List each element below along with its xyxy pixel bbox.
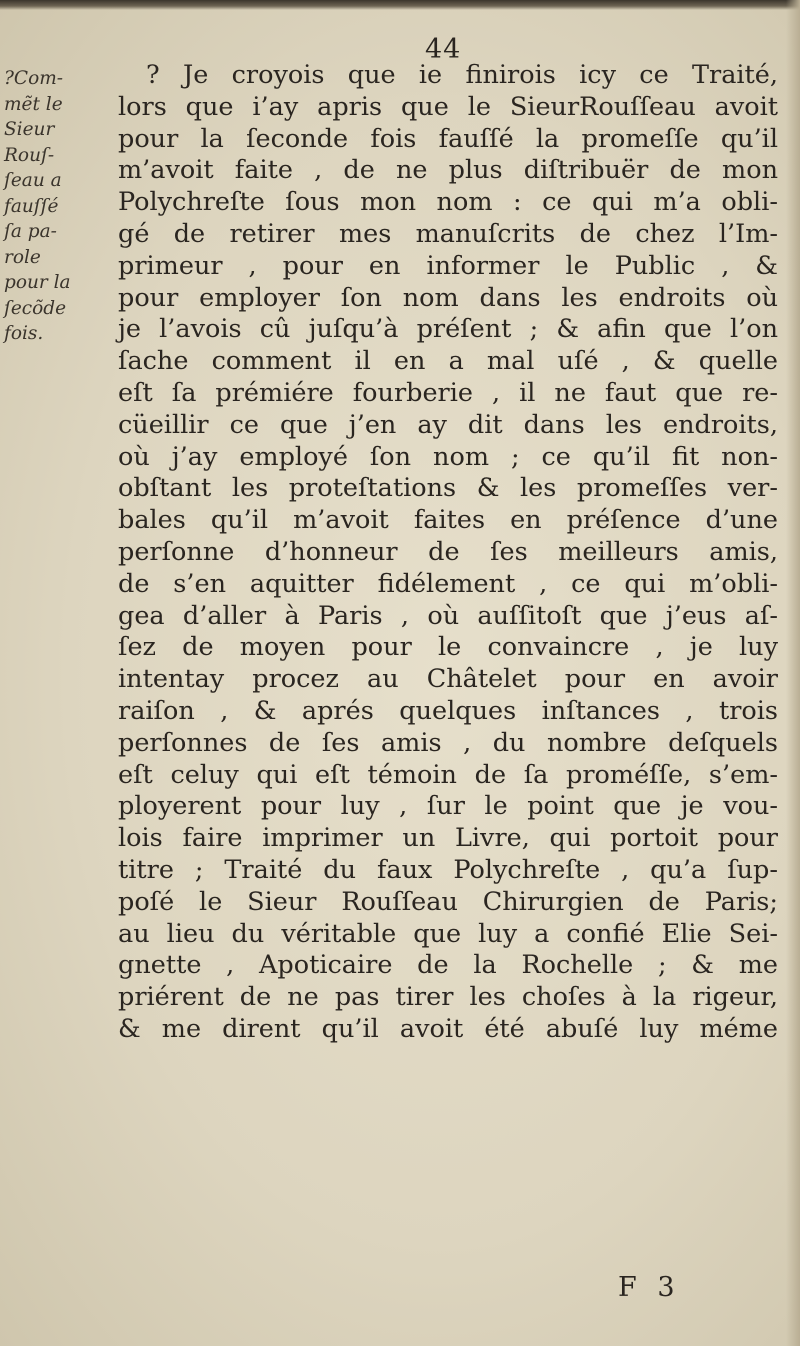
text-line: au lieu du véritable que luy a confié Elie Sei- — [118, 918, 778, 949]
margin-note — [4, 66, 109, 347]
text-line: Polychreſte ſous mon nom : ce qui m’a obli- — [118, 187, 778, 218]
text-line: ? Je croyois que ie finirois icy ce Traité, — [146, 60, 778, 90]
text-line: ſache comment il en a mal uſé , & quelle — [118, 346, 778, 377]
text-line: priérent de ne pas tirer les choſes à la rigeur, — [118, 982, 778, 1013]
text-line: perſonne d’honneur de ſes meilleurs amis, — [118, 536, 778, 567]
text-line: eſt celuy qui eſt témoin de ſa proméſſe, s’em- — [118, 759, 778, 790]
text-line: perſonnes de ſes amis , du nombre deſquels — [118, 727, 778, 758]
text-line: bales qu’il m’avoit faites en préſence d’une — [118, 505, 778, 536]
text-line: où j’ay employé ſon nom ; ce qu’il fit non- — [118, 441, 778, 472]
text-line: gé de retirer mes manuſcrits de chez l’Im- — [118, 218, 778, 249]
text-line: lors que i’ay apris que le SieurRouſſeau avoit — [118, 91, 778, 122]
text-line: gnette , Apoticaire de la Rochelle ; & me — [118, 950, 778, 981]
margin-note-line: ſecõde — [4, 297, 67, 319]
text-line: gea d’aller à Paris , où auſſitoſt que j’eus aſ- — [118, 600, 778, 631]
margin-note-line: pour la — [4, 272, 71, 293]
body-text — [118, 60, 788, 1046]
text-line: & me dirent qu’il avoit été abuſé luy méme — [118, 1013, 778, 1044]
text-line: titre ; Traité du faux Polychreſte , qu’a ſup- — [118, 854, 778, 885]
text-line: pour employer ſon nom dans les endroits où — [118, 282, 778, 313]
text-line: poſé le Sieur Rouſſeau Chirurgien de Paris; — [118, 886, 778, 917]
text-line: ſez de moyen pour le convaincre , je luy — [118, 632, 778, 663]
text-line: lois faire imprimer un Livre, qui portoit pour — [118, 823, 778, 854]
text-line: de s’en aquitter fidélement , ce qui m’obli- — [118, 568, 778, 599]
text-line: ployerent pour luy , ſur le point que je vou- — [118, 791, 778, 822]
margin-note-line: fauſſé — [4, 195, 59, 217]
margin-note-line: ſa pa- — [4, 221, 57, 242]
text-line: raiſon , & aprés quelques inſtances , trois — [118, 695, 778, 726]
text-line: je l’avois cû juſqu’à préſent ; & afin que l’on — [118, 314, 778, 345]
page-number: 44 — [425, 34, 462, 65]
text-line: m’avoit faite , de ne plus diſtribuër de mon — [118, 155, 778, 186]
text-line: primeur , pour en informer le Public , & — [118, 250, 778, 281]
page-right-edge — [786, 0, 800, 1346]
text-line: eſt ſa prémiére fourberie , il ne faut que re- — [118, 377, 778, 408]
signature-mark: F 3 — [618, 1272, 681, 1303]
margin-note-line: ſeau a — [4, 170, 62, 191]
text-line: cüeillir ce que j’en ay dit dans les endroits, — [118, 409, 778, 440]
margin-note-line: role — [4, 246, 41, 268]
margin-note-line: Rouſ- — [4, 144, 55, 166]
text-line: pour la ſeconde fois fauſſé la promeſſe qu’il — [118, 123, 778, 154]
margin-note-line: Sieur — [4, 119, 55, 140]
margin-note-line: fois. — [4, 323, 44, 344]
margin-note-line: mẽt le — [4, 93, 63, 115]
page-top-edge — [0, 0, 800, 10]
margin-note-line: ?Com- — [4, 68, 64, 89]
text-line: intentay procez au Châtelet pour en avoir — [118, 664, 778, 695]
text-line: obſtant les proteſtations & les promeſſes ver- — [118, 473, 778, 504]
